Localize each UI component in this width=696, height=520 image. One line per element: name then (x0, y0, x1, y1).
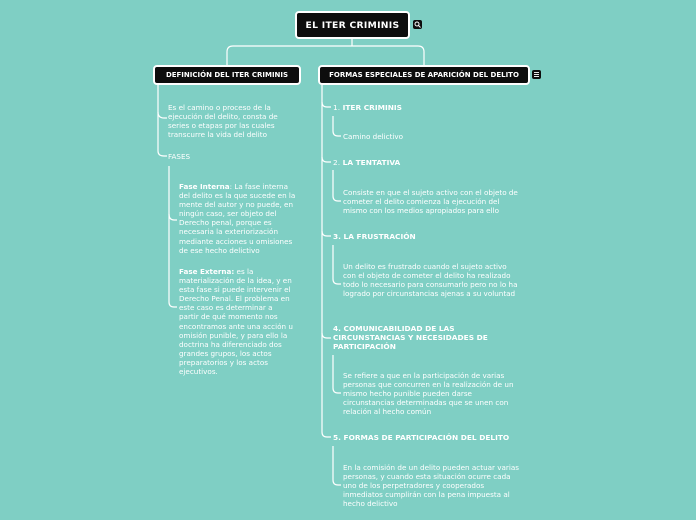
forms-node[interactable] (318, 65, 530, 85)
item-4-title[interactable]: 4. COMUNICABILIDAD DE LAS CIRCUNSTANCIAS Y NECESIDADES DE PARTICIPACIÓN (333, 324, 488, 352)
forms-node-title: FORMAS ESPECIALES DE APARICIÓN DEL DELITO (329, 71, 519, 79)
item-2-number: 2. (333, 158, 341, 167)
item-5-text[interactable]: En la comisión de un delito pueden actuar varias personas, y cuando esta situación ocurre cada uno de los perpetradores y cooperados inmediatos cumplirán con la pena impuesta al hecho delictivo (343, 463, 520, 509)
fases-label[interactable]: FASES (168, 152, 191, 161)
definition-node-title: DEFINICIÓN DEL ITER CRIMINIS (165, 71, 289, 79)
root-title: EL ITER CRIMINIS (305, 19, 400, 31)
definition-node[interactable] (153, 65, 301, 85)
fase-interna-text: : La fase interna del delito es la que sucede en la mente del autor y no puede, en ningún caso, ser objeto del Derecho penal, porque es necesaria la exteriorización mediante acciones u omisiones de ese hecho delictivo (179, 182, 296, 255)
fase-externa-text: es la materialización de la idea, y en esta fase si puede intervenir el Derecho Penal. El problema en este caso es determinar a partir de qué momento nos encontramos ante una acción u omisión punible, y para ello la doctrina ha diferenciado dos grandes grupos, los actos preparatorios y los actos ejecutivos. (179, 267, 293, 377)
item-3-text[interactable]: Un delito es frustrado cuando el sujeto activo con el objeto de cometer el delito ha realizado todo lo necesario para consumarlo pero no lo ha logrado por circunstancias ajenas a su voluntad (343, 262, 518, 299)
fase-externa-node[interactable] (179, 267, 293, 376)
item-2-title: LA TENTATIVA (342, 158, 401, 167)
item-1-title: ITER CRIMINIS (342, 103, 402, 112)
fase-interna-title: Fase Interna (179, 182, 230, 191)
item-2-heading[interactable] (333, 158, 513, 167)
zoom-icon[interactable] (413, 20, 422, 29)
item-3-title[interactable]: 3. LA FRUSTRACIÓN (333, 232, 416, 241)
fase-externa-title: Fase Externa: (179, 267, 235, 276)
item-5-title[interactable]: 5. FORMAS DE PARTICIPACIÓN DEL DELITO (333, 433, 510, 442)
item-1-text[interactable]: Camino delictivo (343, 132, 404, 141)
item-2-text[interactable]: Consiste en que el sujeto activo con el objeto de cometer el delito comienza la ejecución del mismo con los medios apropiados para ello (343, 188, 518, 216)
definition-text[interactable]: Es el camino o proceso de la ejecución del delito, consta de series o etapas por las cuales transcurre la vida del delito (168, 103, 278, 140)
item-1-heading[interactable] (333, 103, 513, 112)
fase-interna-node[interactable] (179, 182, 301, 255)
item-4-text[interactable]: Se refiere a que en la participación de varias personas que concurren en la realización de un mismo hecho punible pueden darse circunstancias determinadas que se unen con relación al hecho común (343, 371, 514, 417)
item-1-number: 1. (333, 103, 341, 112)
list-icon[interactable] (532, 70, 541, 79)
root-node[interactable] (295, 11, 410, 39)
